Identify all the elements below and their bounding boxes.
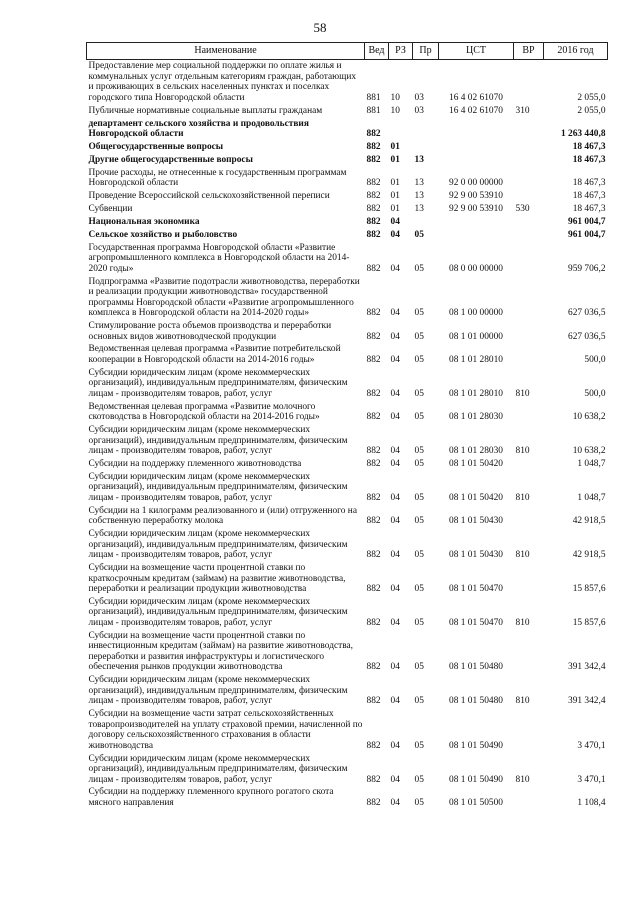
cell-ved: 882 [366, 584, 381, 595]
table-row [87, 166, 608, 189]
cell-rz: 04 [390, 740, 400, 751]
cell-name: Государственная программа Новгородской области «Развитие агропромышленного комплекса в Новгородской области на 2014-2020 годы» [88, 242, 350, 274]
table-row [87, 216, 608, 229]
cell-cst: 08 1 01 28010 [449, 388, 503, 399]
cell-rz: 04 [390, 354, 400, 365]
table-header [87, 43, 608, 60]
cell-cst: 08 1 01 50470 [449, 584, 503, 595]
cell-ved: 882 [366, 797, 381, 808]
cell-pr: 13 [414, 154, 424, 165]
cell-vr: 810 [515, 617, 530, 628]
cell-ved: 882 [366, 388, 381, 399]
header-ved: Вед [365, 43, 389, 60]
cell-vr [514, 786, 544, 809]
cell-cst [439, 141, 514, 154]
cell-pr: 13 [414, 178, 424, 189]
cell-amount: 500,0 [584, 354, 606, 365]
cell-pr: 05 [414, 412, 424, 423]
cell-vr [514, 241, 544, 275]
cell-ved: 882 [366, 696, 381, 707]
cell-pr: 05 [414, 446, 424, 457]
cell-ved: 882 [366, 217, 381, 228]
cell-amount: 3 470,1 [577, 740, 606, 751]
cell-rz: 04 [390, 412, 400, 423]
cell-name: Публичные нормативные социальные выплаты гражданам [88, 105, 323, 116]
cell-vr: 810 [515, 774, 530, 785]
cell-pr: 05 [414, 331, 424, 342]
table-body [87, 60, 608, 810]
table-row [87, 562, 608, 596]
cell-pr: 05 [414, 459, 424, 470]
cell-name: Субсидии на 1 килограмм реализованного и (или) отгруженного на собственную переработку молока [88, 505, 357, 527]
cell-vr: 810 [515, 446, 530, 457]
cell-ved: 881 [366, 105, 381, 116]
cell-vr [514, 343, 544, 366]
cell-amount: 500,0 [584, 388, 606, 399]
cell-cst: 92 9 00 53910 [449, 204, 503, 215]
cell-pr: 05 [414, 388, 424, 399]
cell-rz: 10 [390, 105, 400, 116]
cell-vr: 810 [515, 388, 530, 399]
cell-name: Предоставление мер социальной поддержки по оплате жилья и коммунальных услуг отдельным категориям граждан, работающих и проживающих в сельских населенных пунктах и поселках городского типа Новгородской области [88, 61, 357, 103]
cell-pr: 05 [414, 516, 424, 527]
cell-cst: 16 4 02 61070 [449, 105, 503, 116]
cell-ved: 882 [366, 263, 381, 274]
cell-amount: 15 857,6 [572, 617, 606, 628]
cell-amount: 18 467,3 [572, 204, 606, 215]
cell-amount: 3 470,1 [577, 774, 606, 785]
cell-rz: 01 [390, 204, 400, 215]
cell-rz: 04 [390, 331, 400, 342]
header-pr: Пр [413, 43, 439, 60]
cell-amount: 2 055,0 [577, 105, 606, 116]
header-rz: РЗ [389, 43, 413, 60]
cell-ved: 882 [366, 308, 381, 319]
cell-name: Субсидии на возмещение части процентной ставки по инвестиционным кредитам (займам) на развитие животноводства, переработки и развития инфраструктуры и логистического обеспечения рынков продукции животноводства [88, 630, 354, 673]
cell-ved: 882 [366, 774, 381, 785]
cell-name: Стимулирование роста объемов производства и переработки основных видов животноводческой продукции [88, 321, 332, 342]
table-row [87, 60, 608, 105]
cell-name: Субсидии юридическим лицам (кроме некоммерческих организаций), индивидуальным предпринимателям, физическим лицам - производителям товаров, работ, услуг [88, 471, 348, 503]
cell-ved: 881 [366, 92, 381, 103]
cell-cst: 08 0 00 00000 [449, 263, 503, 274]
table-row [87, 629, 608, 673]
cell-amount: 15 857,6 [572, 584, 606, 595]
cell-vr [514, 320, 544, 343]
cell-cst [439, 216, 514, 229]
cell-amount: 42 918,5 [572, 550, 606, 561]
cell-cst: 08 1 01 28010 [449, 354, 503, 365]
cell-rz: 04 [390, 459, 400, 470]
cell-pr: 05 [414, 662, 424, 673]
cell-rz: 04 [390, 492, 400, 503]
cell-name: Субсидии на поддержку племенного крупного рогатого скота мясного направления [88, 787, 334, 808]
cell-vr [514, 629, 544, 673]
cell-vr [514, 190, 544, 203]
cell-name: Ведомственная целевая программа «Развитие молочного скотоводства в Новгородской области на 2014-2016 годы» [88, 401, 320, 423]
cell-ved: 882 [366, 331, 381, 342]
cell-vr [514, 400, 544, 423]
cell-amount: 10 638,2 [572, 412, 606, 423]
header-name: Наименование [87, 43, 365, 60]
cell-pr: 05 [414, 550, 424, 561]
cell-vr [514, 229, 544, 242]
cell-vr [514, 154, 544, 167]
cell-rz: 04 [390, 696, 400, 707]
cell-ved: 882 [366, 229, 381, 240]
cell-amount: 18 467,3 [572, 154, 606, 165]
cell-amount: 1 048,7 [577, 459, 606, 470]
table-row [87, 117, 608, 140]
cell-name: Национальная экономика [88, 217, 200, 228]
cell-cst: 08 1 01 50420 [449, 492, 503, 503]
cell-cst: 08 1 01 50500 [449, 797, 503, 808]
cell-pr: 05 [414, 774, 424, 785]
cell-amount: 18 467,3 [572, 178, 606, 189]
cell-name: Субсидии на возмещение части затрат сельскохозяйственных товаропроизводителей на уплату страховой премии, начисленной по договору сельскохозяйственного страхования в области животноводства [88, 709, 363, 751]
cell-rz [389, 117, 413, 140]
table-row [87, 752, 608, 786]
cell-amount: 961 004,7 [568, 217, 606, 228]
cell-vr [514, 504, 544, 527]
cell-amount: 10 638,2 [572, 446, 606, 457]
cell-pr: 05 [414, 797, 424, 808]
cell-cst: 92 9 00 53910 [449, 191, 503, 202]
cell-cst [439, 117, 514, 140]
table-row [87, 154, 608, 167]
cell-ved: 882 [366, 412, 381, 423]
cell-rz: 04 [390, 388, 400, 399]
cell-amount: 18 467,3 [572, 142, 606, 153]
table-row [87, 241, 608, 275]
table-row [87, 424, 608, 458]
cell-rz: 04 [390, 797, 400, 808]
table-row [87, 400, 608, 423]
cell-pr: 03 [414, 92, 424, 103]
cell-rz: 04 [390, 774, 400, 785]
cell-pr: 05 [414, 263, 424, 274]
cell-cst: 08 1 01 50490 [449, 740, 503, 751]
table-row [87, 786, 608, 809]
cell-pr: 05 [414, 740, 424, 751]
cell-name: Субсидии юридическим лицам (кроме некоммерческих организаций), индивидуальным предпринимателям, физическим лицам - производителям товаров, работ, услуг [88, 425, 348, 457]
cell-vr [514, 562, 544, 596]
cell-name: Субсидии на поддержку племенного животноводства [88, 459, 302, 470]
cell-name: Субсидии юридическим лицам (кроме некоммерческих организаций), индивидуальным предпринимателям, физическим лицам - производителям товаров, работ, услуг [88, 596, 348, 628]
cell-ved: 882 [366, 550, 381, 561]
cell-name: Ведомственная целевая программа «Развитие потребительской кооперации в Новгородской области на 2014-2016 годы» [88, 344, 341, 365]
table-row [87, 596, 608, 630]
cell-rz: 01 [390, 178, 400, 189]
table-row [87, 504, 608, 527]
table-row [87, 708, 608, 752]
cell-amount: 1 108,4 [577, 797, 606, 808]
cell-rz: 04 [390, 446, 400, 457]
page-number: 58 [313, 20, 327, 35]
table-row [87, 104, 608, 117]
cell-ved: 882 [366, 662, 381, 673]
cell-pr [413, 216, 439, 229]
cell-amount: 1 048,7 [577, 492, 606, 503]
cell-vr: 310 [515, 105, 530, 116]
table-row [87, 343, 608, 366]
cell-pr: 05 [414, 308, 424, 319]
cell-cst: 08 1 01 28030 [449, 412, 503, 423]
cell-ved: 882 [366, 516, 381, 527]
cell-pr: 13 [414, 204, 424, 215]
budget-table [86, 42, 608, 809]
cell-name: Другие общегосударственные вопросы [88, 154, 253, 165]
cell-cst: 16 4 02 61070 [449, 92, 503, 103]
cell-rz: 04 [390, 263, 400, 274]
cell-vr [514, 458, 544, 471]
cell-amount: 391 342,4 [568, 696, 606, 707]
cell-name: Субсидии юридическим лицам (кроме некоммерческих организаций), индивидуальным предпринимателям, физическим лицам - производителям товаров, работ, услуг [88, 675, 348, 707]
cell-ved: 882 [366, 178, 381, 189]
cell-ved: 882 [366, 191, 381, 202]
cell-amount: 627 036,5 [568, 308, 606, 319]
cell-ved: 882 [366, 617, 381, 628]
cell-vr [514, 216, 544, 229]
cell-ved: 882 [366, 354, 381, 365]
cell-rz: 01 [390, 154, 400, 165]
cell-cst: 92 0 00 00000 [449, 178, 503, 189]
header-year: 2016 год [544, 43, 608, 60]
cell-name: Субсидии на возмещение части процентной ставки по краткосрочным кредитам (займам) на развитие животноводства, переработки и реализации продукции животноводства [88, 563, 346, 595]
cell-vr [514, 708, 544, 752]
table-row [87, 229, 608, 242]
cell-vr: 530 [515, 204, 530, 215]
cell-pr [413, 117, 439, 140]
cell-rz: 04 [390, 617, 400, 628]
cell-rz: 04 [390, 516, 400, 527]
cell-ved: 882 [366, 446, 381, 457]
cell-ved: 882 [366, 204, 381, 215]
cell-cst: 08 1 01 50430 [449, 550, 503, 561]
cell-rz: 01 [390, 191, 400, 202]
table-row [87, 528, 608, 562]
cell-name: Субсидии юридическим лицам (кроме некоммерческих организаций), индивидуальным предпринимателям, физическим лицам - производителям товаров, работ, услуг [88, 753, 348, 785]
cell-name: Субсидии юридическим лицам (кроме некоммерческих организаций), индивидуальным предпринимателям, физическим лицам - производителям товаров, работ, услуг [88, 367, 348, 399]
cell-rz: 04 [390, 550, 400, 561]
table-row [87, 190, 608, 203]
table-row [87, 320, 608, 343]
table-row [87, 366, 608, 400]
cell-rz: 04 [390, 308, 400, 319]
cell-rz: 04 [390, 584, 400, 595]
cell-rz: 04 [390, 662, 400, 673]
cell-pr: 05 [414, 229, 424, 240]
cell-pr: 05 [414, 354, 424, 365]
cell-name: Проведение Всероссийской сельскохозяйственной переписи [88, 191, 330, 202]
table-row [87, 275, 608, 319]
cell-pr: 13 [414, 191, 424, 202]
cell-cst: 08 1 01 50480 [449, 696, 503, 707]
cell-pr: 03 [414, 105, 424, 116]
cell-rz: 01 [390, 142, 400, 153]
cell-ved: 882 [366, 129, 381, 140]
cell-name: Общегосударственные вопросы [88, 142, 224, 153]
cell-amount: 18 467,3 [572, 191, 606, 202]
cell-vr: 810 [515, 696, 530, 707]
cell-pr [413, 141, 439, 154]
cell-cst [439, 229, 514, 242]
table-row [87, 471, 608, 505]
header-vr: ВР [514, 43, 544, 60]
cell-vr [514, 275, 544, 319]
cell-amount: 961 004,7 [568, 229, 606, 240]
cell-ved: 882 [366, 492, 381, 503]
cell-cst: 08 1 01 50480 [449, 662, 503, 673]
cell-amount: 2 055,0 [577, 92, 606, 103]
cell-vr [514, 166, 544, 189]
header-cst: ЦСТ [439, 43, 514, 60]
cell-rz: 04 [390, 217, 400, 228]
cell-name: Сельское хозяйство и рыболовство [88, 229, 238, 240]
cell-amount: 391 342,4 [568, 662, 606, 673]
cell-ved: 882 [366, 154, 381, 165]
cell-vr [514, 60, 544, 105]
cell-pr: 05 [414, 584, 424, 595]
cell-cst: 08 1 01 50470 [449, 617, 503, 628]
cell-pr: 05 [414, 617, 424, 628]
cell-name: Подпрограмма «Развитие подотрасли животноводства, переработки и реализации продукции животноводства» государственной программы Новгородской области «Развитие агропромышленного комплекса в Новгородской области на 2014-2020 годы» [88, 276, 360, 319]
cell-rz: 10 [390, 92, 400, 103]
cell-vr: 810 [515, 492, 530, 503]
cell-rz: 04 [390, 229, 400, 240]
cell-vr: 810 [515, 550, 530, 561]
cell-name: Прочие расходы, не отнесенные к государственным программам Новгородской области [88, 167, 347, 189]
cell-vr [514, 117, 544, 140]
cell-amount: 627 036,5 [568, 331, 606, 342]
cell-cst: 08 1 01 50490 [449, 774, 503, 785]
table-row [87, 203, 608, 216]
cell-name: департамент сельского хозяйства и продовольствия Новгородской области [88, 118, 309, 140]
table-row [87, 141, 608, 154]
cell-cst: 08 1 01 50430 [449, 516, 503, 527]
cell-ved: 882 [366, 142, 381, 153]
table-row [87, 674, 608, 708]
cell-amount: 1 263 440,8 [560, 129, 606, 140]
cell-pr: 05 [414, 492, 424, 503]
cell-cst: 08 1 00 00000 [449, 308, 503, 319]
cell-name: Субсидии юридическим лицам (кроме некоммерческих организаций), индивидуальным предпринимателям, физическим лицам - производителям товаров, работ, услуг [88, 529, 348, 561]
cell-amount: 959 706,2 [568, 263, 606, 274]
cell-cst: 08 1 01 28030 [449, 446, 503, 457]
cell-name: Субвенции [88, 204, 133, 215]
cell-vr [514, 141, 544, 154]
table-row [87, 458, 608, 471]
cell-pr: 05 [414, 696, 424, 707]
cell-cst: 08 1 01 50420 [449, 459, 503, 470]
cell-amount: 42 918,5 [572, 516, 606, 527]
cell-ved: 882 [366, 740, 381, 751]
cell-cst [439, 154, 514, 167]
cell-cst: 08 1 01 00000 [449, 331, 503, 342]
cell-ved: 882 [366, 459, 381, 470]
